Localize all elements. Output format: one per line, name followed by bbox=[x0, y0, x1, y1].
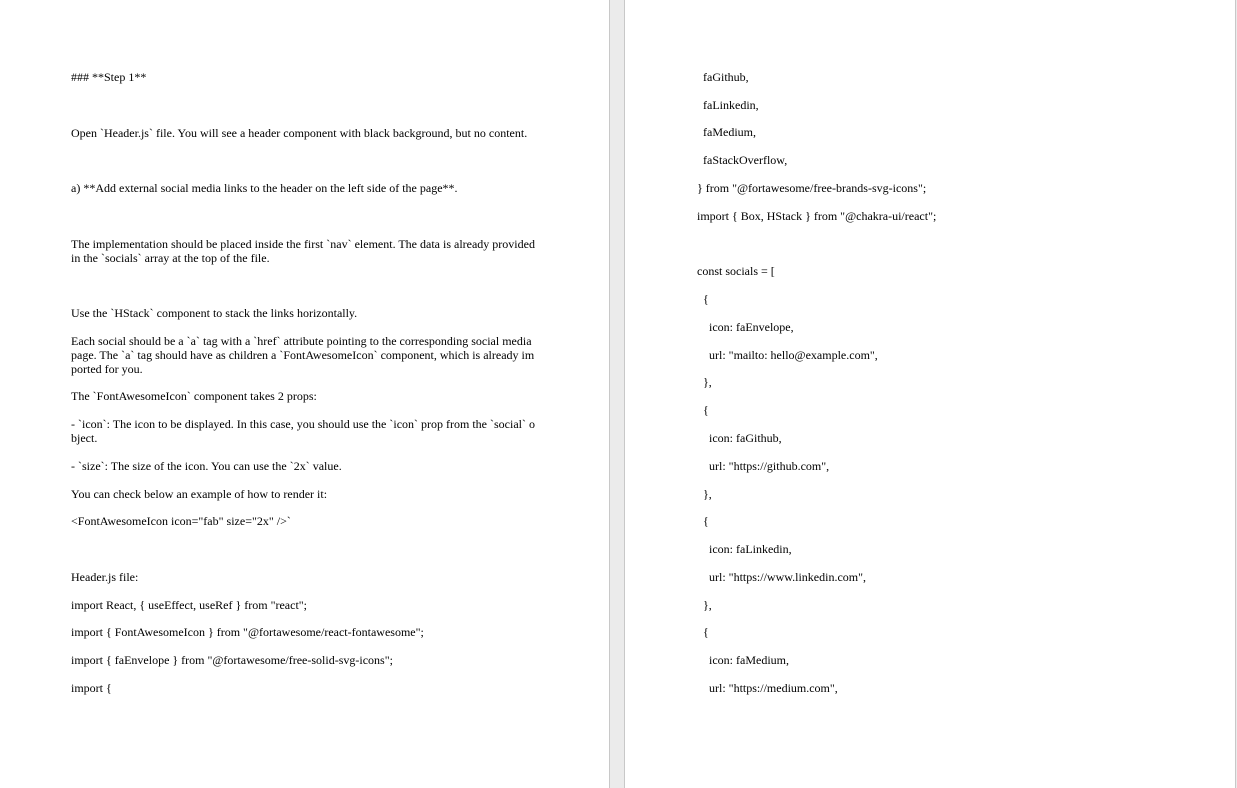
code-line: import { FontAwesomeIcon } from "@fortawesome/react-fontawesome"; bbox=[71, 625, 424, 639]
code-line: } from "@fortawesome/free-brands-svg-icons"; bbox=[697, 181, 927, 195]
code-line: const socials = [ bbox=[697, 264, 775, 278]
paragraph-line: page. The `a` tag should have as children a `FontAwesomeIcon` component, which is already im bbox=[71, 348, 535, 362]
code-line: { bbox=[697, 292, 709, 306]
paragraph-line: - `size`: The size of the icon. You can use the `2x` value. bbox=[71, 459, 342, 473]
code-line: faMedium, bbox=[697, 125, 756, 139]
paragraph-line: bject. bbox=[71, 431, 98, 445]
paragraph-line: Header.js file: bbox=[71, 570, 139, 584]
code-line: import { bbox=[71, 681, 112, 695]
paragraph-line: ported for you. bbox=[71, 362, 143, 376]
code-line: icon: faMedium, bbox=[697, 653, 789, 667]
paragraph-line: in the `socials` array at the top of the file. bbox=[71, 251, 270, 265]
code-line: faGithub, bbox=[697, 70, 749, 84]
paragraph-line: - `icon`: The icon to be displayed. In this case, you should use the `icon` prop from the `social` o bbox=[71, 417, 535, 431]
code-line: import { Box, HStack } from "@chakra-ui/react"; bbox=[697, 209, 937, 223]
paragraph-line: The `FontAwesomeIcon` component takes 2 props: bbox=[71, 389, 317, 403]
code-line: faLinkedin, bbox=[697, 98, 759, 112]
paragraph-line: Each social should be a `a` tag with a `href` attribute pointing to the corresponding social media bbox=[71, 334, 532, 348]
code-line: import { faEnvelope } from "@fortawesome/free-solid-svg-icons"; bbox=[71, 653, 393, 667]
code-line: <FontAwesomeIcon icon="fab" size="2x" />` bbox=[71, 514, 291, 528]
code-line: }, bbox=[697, 487, 712, 501]
paragraph-line: The implementation should be placed inside the first `nav` element. The data is already provided bbox=[71, 237, 535, 251]
code-line: { bbox=[697, 514, 709, 528]
paragraph-line: Use the `HStack` component to stack the links horizontally. bbox=[71, 306, 358, 320]
paragraph-line: You can check below an example of how to render it: bbox=[71, 487, 328, 501]
code-line: { bbox=[697, 625, 709, 639]
code-line: import React, { useEffect, useRef } from "react"; bbox=[71, 598, 308, 612]
paragraph-line: Open `Header.js` file. You will see a header component with black background, but no content. bbox=[71, 126, 528, 140]
code-line: url: "https://github.com", bbox=[697, 459, 830, 473]
code-line: icon: faGithub, bbox=[697, 431, 782, 445]
code-line: url: "https://www.linkedin.com", bbox=[697, 570, 867, 584]
document-page-right bbox=[624, 0, 1236, 788]
paragraph-line: a) **Add external social media links to the header on the left side of the page**. bbox=[71, 181, 458, 195]
code-line: icon: faLinkedin, bbox=[697, 542, 792, 556]
code-line: { bbox=[697, 403, 709, 417]
code-line: }, bbox=[697, 375, 712, 389]
code-line: icon: faEnvelope, bbox=[697, 320, 794, 334]
step-heading: ### **Step 1** bbox=[71, 70, 147, 84]
code-line: }, bbox=[697, 598, 712, 612]
code-line: faStackOverflow, bbox=[697, 153, 788, 167]
document-page-left bbox=[0, 0, 610, 788]
code-line: url: "https://medium.com", bbox=[697, 681, 838, 695]
code-line: url: "mailto: hello@example.com", bbox=[697, 348, 878, 362]
